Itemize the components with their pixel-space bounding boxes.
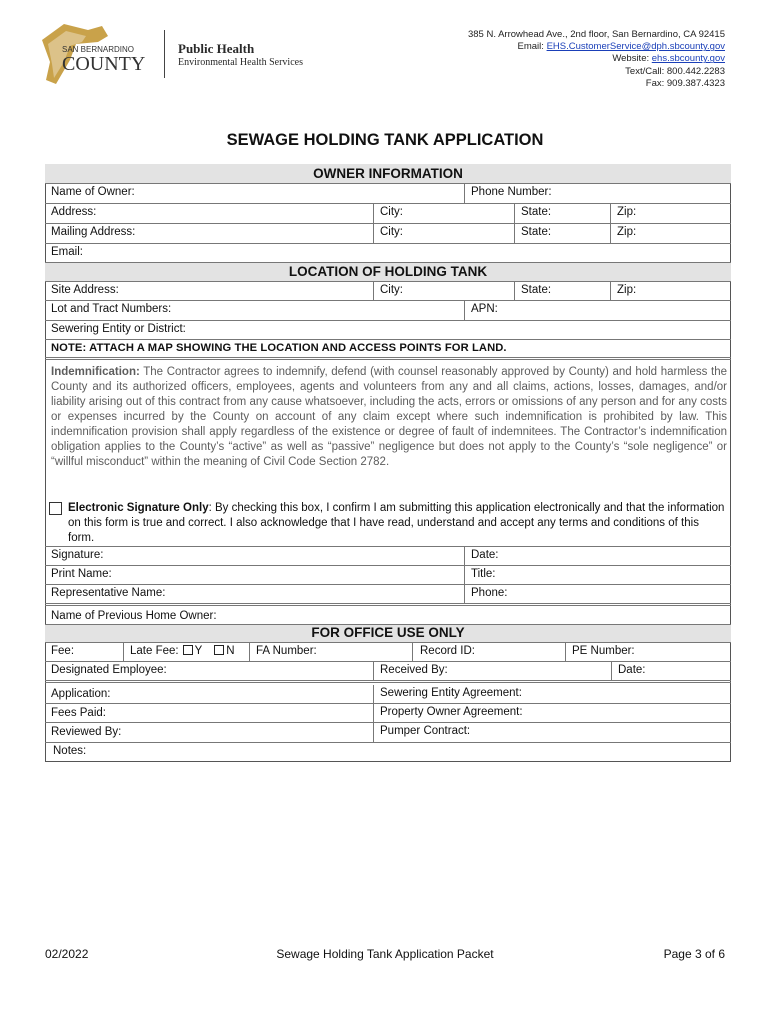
notes-row <box>45 743 731 762</box>
apn-field[interactable]: APN: <box>464 301 731 320</box>
website-label: Website: <box>612 53 652 65</box>
header-divider <box>164 30 165 78</box>
reviewed-row <box>45 723 731 743</box>
owner-mailing-state-field[interactable]: State: <box>514 224 610 243</box>
fax-line: Fax: 909.387.4323 <box>645 77 725 89</box>
logo-text-top: SAN BERNARDINO <box>62 45 135 54</box>
county-logo <box>36 22 148 88</box>
esignature-body: : By checking this box, I confirm I am submitting this application electronically and that the information on this form is true and correct. I also acknowledge that I have read, understand and accept any terms and conditions of this form. <box>68 502 725 544</box>
office-heading-row <box>45 625 731 643</box>
footer-page: Page 3 of 6 <box>663 947 725 961</box>
title-field[interactable]: Title: <box>464 566 731 584</box>
signature-row <box>45 546 731 566</box>
logo-text-main: COUNTY <box>62 53 146 75</box>
owner-address-field[interactable]: Address: <box>51 206 97 218</box>
site-address-field[interactable]: Site Address: <box>51 284 119 296</box>
indemnification-label: Indemnification: <box>51 366 140 378</box>
location-heading-row <box>45 263 731 282</box>
lot-row <box>45 301 731 321</box>
indemnification-text <box>51 365 727 470</box>
owner-state-field[interactable]: State: <box>514 204 610 223</box>
owner-heading-row <box>45 164 731 184</box>
owner-address-row <box>45 204 731 224</box>
record-id-field[interactable]: Record ID: <box>412 643 565 661</box>
designated-employee-field[interactable]: Designated Employee: <box>51 664 167 676</box>
location-heading: LOCATION OF HOLDING TANK <box>288 264 488 279</box>
textcall-line: Text/Call: 800.442.2283 <box>625 65 725 77</box>
owner-heading: OWNER INFORMATION <box>313 166 463 181</box>
website-link[interactable]: ehs.sbcounty.gov <box>651 53 725 65</box>
fa-number-field[interactable]: FA Number: <box>249 643 412 661</box>
designated-row <box>45 662 731 683</box>
site-zip-field[interactable]: Zip: <box>610 282 731 300</box>
footer-date: 02/2022 <box>45 947 89 961</box>
late-fee-no-checkbox[interactable] <box>214 645 224 655</box>
reviewed-by-field[interactable]: Reviewed By: <box>51 726 122 738</box>
site-address-row <box>45 282 731 301</box>
late-fee-yes-label: Y <box>194 645 203 657</box>
email-line <box>468 41 725 53</box>
sewering-row <box>45 321 731 340</box>
owner-email-field[interactable]: Email: <box>51 246 83 258</box>
office-heading: FOR OFFICE USE ONLY <box>311 625 465 640</box>
owner-mailing-zip-field[interactable]: Zip: <box>610 224 731 243</box>
department-subtitle: Environmental Health Services <box>178 57 303 68</box>
fees-paid-field[interactable]: Fees Paid: <box>51 707 106 719</box>
email-label: Email: <box>517 41 547 53</box>
site-state-field[interactable]: State: <box>514 282 610 300</box>
late-fee-label: Late Fee: <box>130 645 179 657</box>
received-by-field[interactable]: Received By: <box>373 662 611 680</box>
owner-city-field[interactable]: City: <box>373 204 514 223</box>
esignature-checkbox[interactable] <box>49 502 62 515</box>
note-row <box>45 340 731 360</box>
prev-owner-row <box>45 606 731 625</box>
site-city-field[interactable]: City: <box>373 282 514 300</box>
prev-owner-field[interactable]: Name of Previous Home Owner: <box>51 610 217 622</box>
fees-paid-row <box>45 704 731 723</box>
map-note: NOTE: ATTACH A MAP SHOWING THE LOCATION AND ACCESS POINTS FOR LAND. <box>51 342 507 354</box>
print-name-row <box>45 566 731 585</box>
owner-mailing-field[interactable]: Mailing Address: <box>51 226 136 238</box>
pumper-contract-field[interactable]: Pumper Contract: <box>373 723 731 742</box>
footer-title: Sewage Holding Tank Application Packet <box>276 947 494 961</box>
owner-name-row <box>45 184 731 204</box>
pe-number-field[interactable]: PE Number: <box>565 643 731 661</box>
late-fee-field <box>123 643 249 661</box>
owner-zip-field[interactable]: Zip: <box>610 204 731 223</box>
address-line: 385 N. Arrowhead Ave., 2nd floor, San Bernardino, CA 92415 <box>467 29 725 40</box>
print-name-field[interactable]: Print Name: <box>51 568 112 580</box>
owner-email-row <box>45 244 731 263</box>
email-link[interactable]: EHS.CustomerService@dph.sbcounty.gov <box>546 41 725 53</box>
received-date-field[interactable]: Date: <box>611 662 731 680</box>
esignature-text <box>68 501 728 546</box>
rep-name-row <box>45 585 731 606</box>
sewering-field[interactable]: Sewering Entity or District: <box>51 323 186 335</box>
lot-tract-field[interactable]: Lot and Tract Numbers: <box>51 303 172 315</box>
signature-field[interactable]: Signature: <box>51 549 104 561</box>
application-field[interactable]: Application: <box>51 688 111 700</box>
fee-row <box>45 643 731 662</box>
late-fee-yes-checkbox[interactable] <box>183 645 193 655</box>
department-title: Public Health <box>178 41 255 56</box>
document-title: SEWAGE HOLDING TANK APPLICATION <box>226 131 544 149</box>
indemnification-body: The Contractor agrees to indemnify, defend (with counsel reasonably approved by County) and hold harmless the County and its authorized officers, employees, agents and volunteers from any and all claims, actions, losses, damages, and/or liability arising out of this contract from any cause whatsoever, including the acts, errors or omissions of any person and for any costs or expenses incurred by the County on account of any claim except where such indemnification is prohibited by law. This indemnification provision shall apply regardless of the existence or degree of fault of indemnitees. The Contractor’s indemnification obligation applies to the County’s “active” as well as “passive” negligence but does not apply to the County’s “sole negligence” or “willful misconduct” within the meaning of Civil Code Section 2782. <box>51 366 727 468</box>
owner-mailing-city-field[interactable]: City: <box>373 224 514 243</box>
esignature-label: Electronic Signature Only <box>68 502 209 514</box>
late-fee-no-label: N <box>226 645 235 657</box>
contact-block <box>468 29 725 90</box>
rep-phone-field[interactable]: Phone: <box>464 585 731 603</box>
owner-name-field[interactable]: Name of Owner: <box>51 186 135 198</box>
rep-name-field[interactable]: Representative Name: <box>51 587 166 599</box>
sewering-agreement-field[interactable]: Sewering Entity Agreement: <box>373 685 731 703</box>
signature-date-field[interactable]: Date: <box>464 547 731 565</box>
owner-phone-field[interactable]: Phone Number: <box>464 184 731 203</box>
website-line <box>468 53 725 65</box>
fee-field[interactable]: Fee: <box>51 645 75 657</box>
notes-field[interactable]: Notes: <box>53 745 87 757</box>
application-row <box>45 685 731 704</box>
owner-mailing-row <box>45 224 731 244</box>
property-agreement-field[interactable]: Property Owner Agreement: <box>373 704 731 722</box>
